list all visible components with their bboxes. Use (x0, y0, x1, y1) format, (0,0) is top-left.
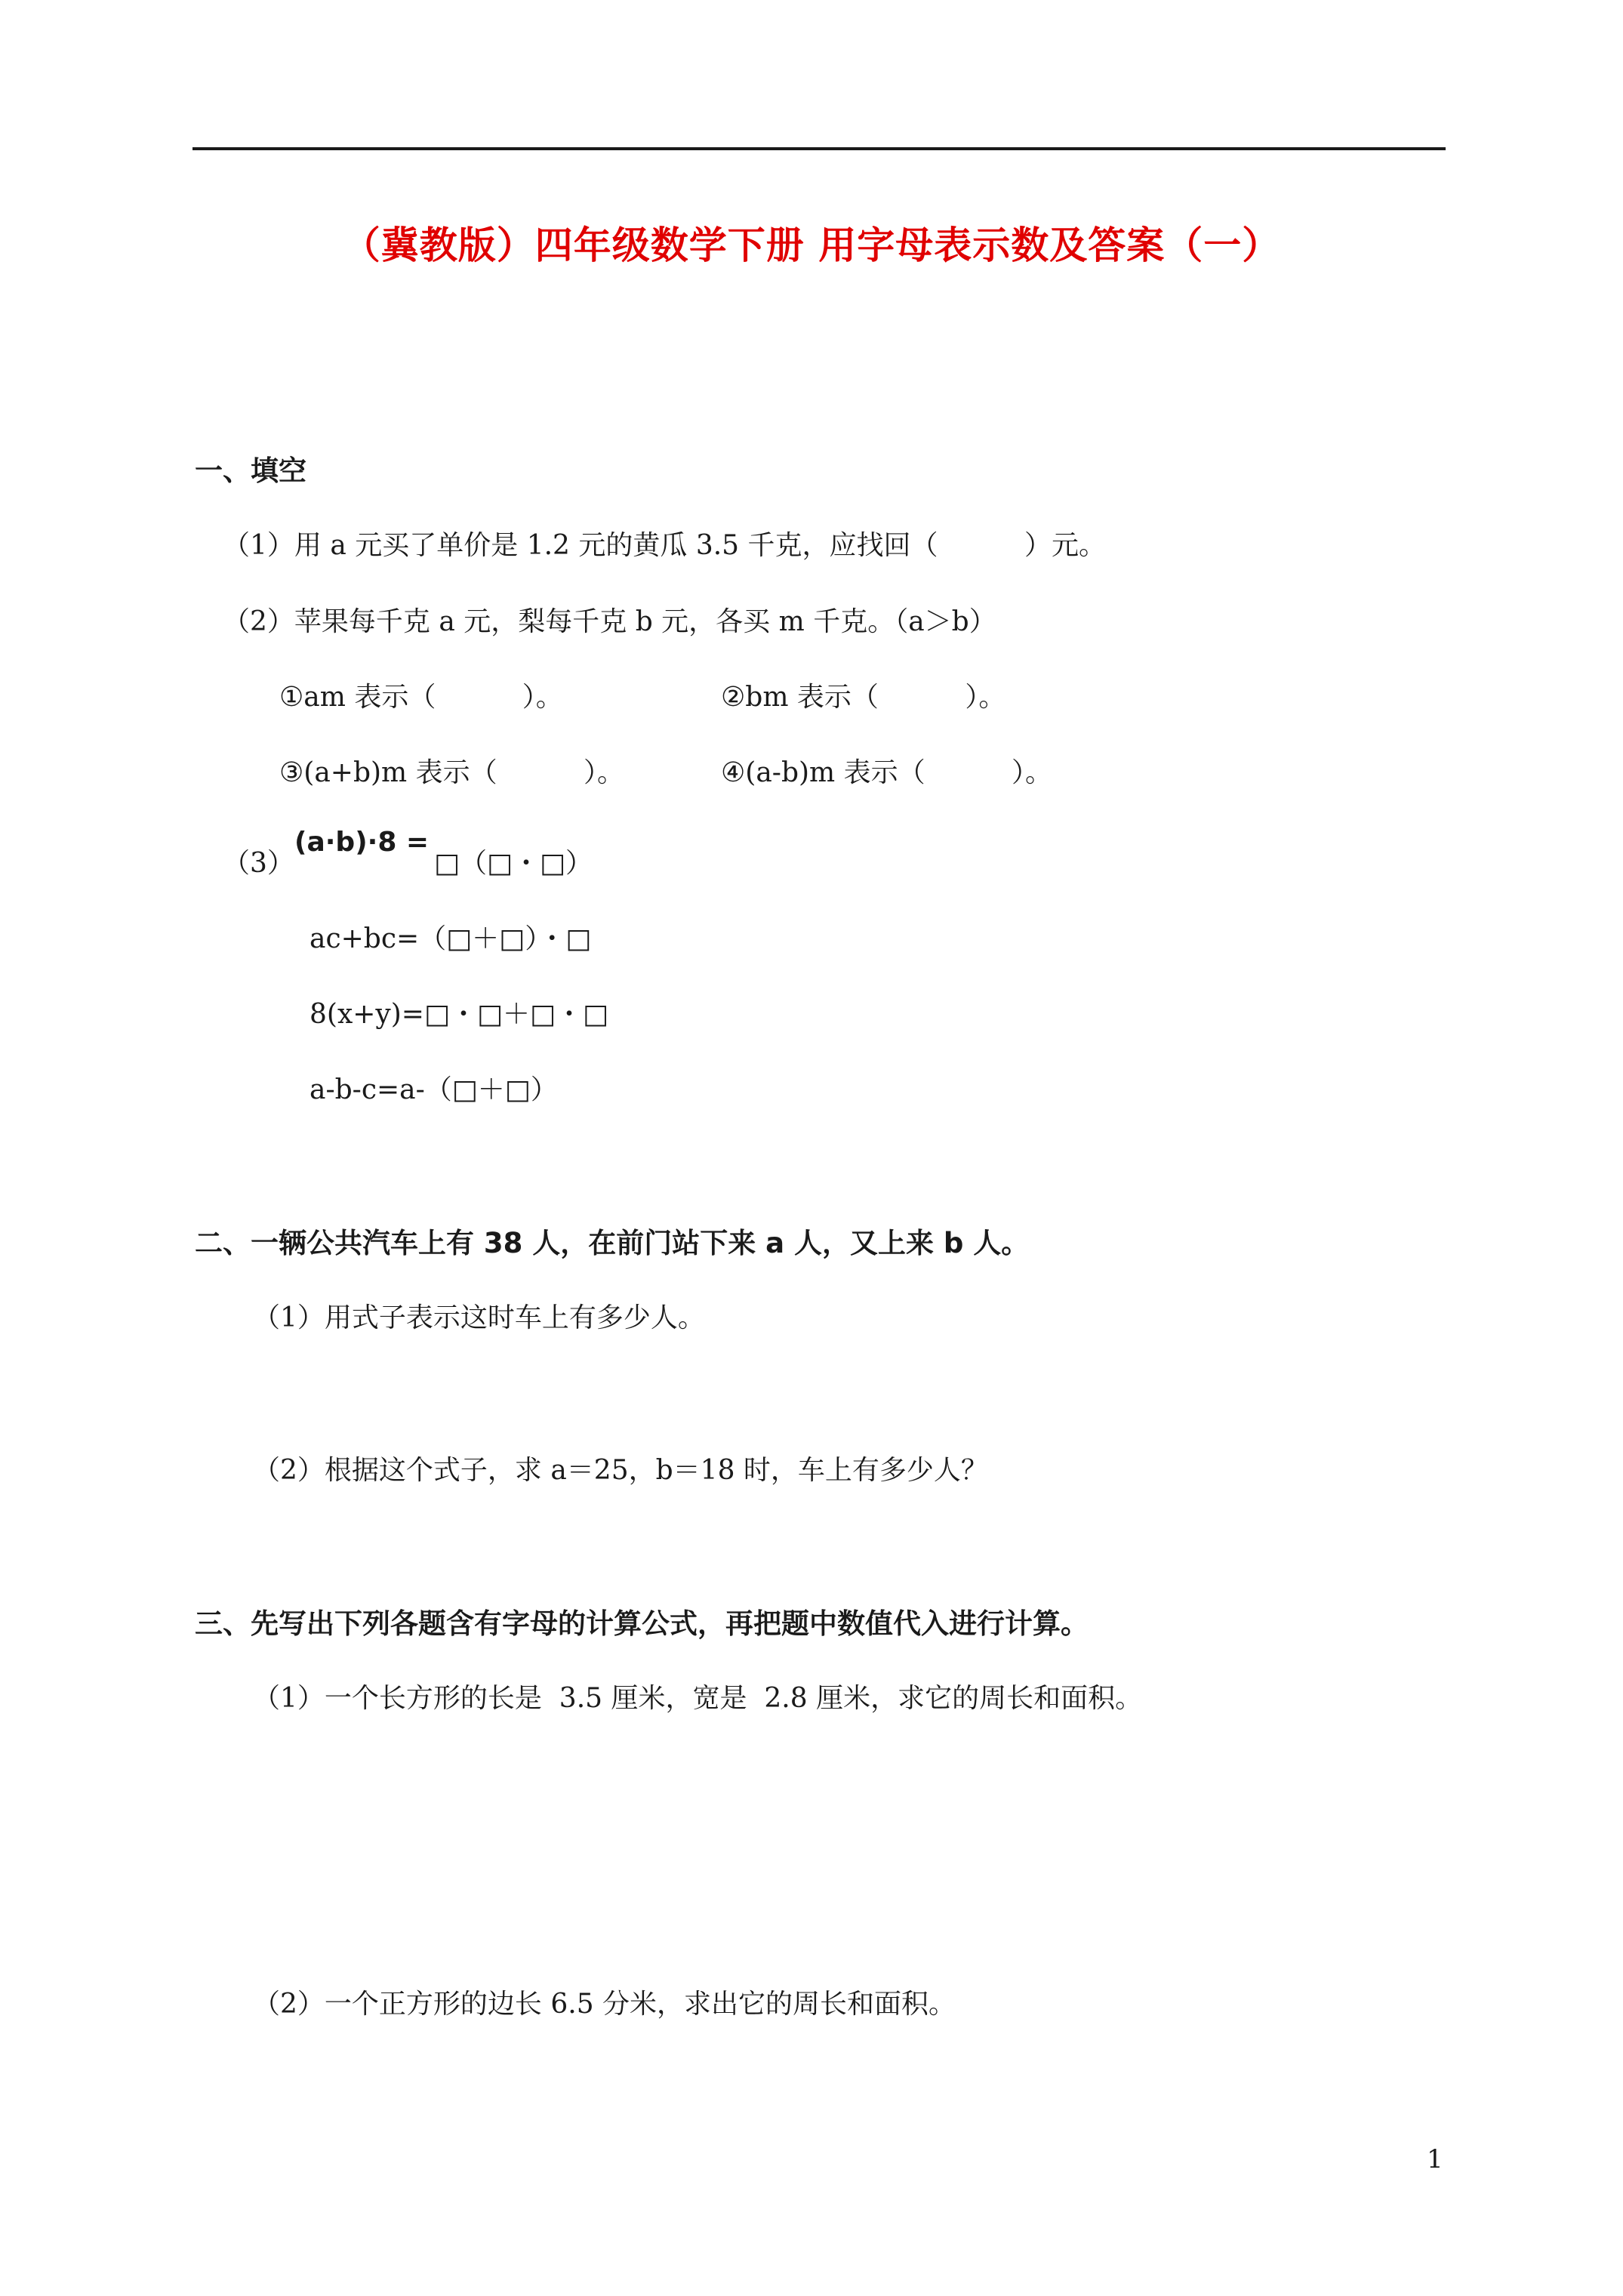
question-3-1: （1）一个长方形的长是 3.5 厘米，宽是 2.8 厘米，求它的周长和面积。 (253, 1683, 1143, 1714)
question-1-1: （1）用 a 元买了单价是 1.2 元的黄瓜 3.5 千克，应找回（ ）元。 (223, 530, 1106, 561)
formula-image: (a·b)·8 = (294, 827, 430, 858)
page-title: （冀教版）四年级数学下册 用字母表示数及答案（一） (342, 223, 1281, 267)
question-2-1: （1）用式子表示这时车上有多少人。 (253, 1302, 705, 1333)
question-1-3-a: □（□・□） (434, 848, 593, 879)
question-1-2-a: ①am 表示（ ）。 (279, 682, 563, 713)
header-rule (192, 147, 1446, 150)
question-1-2: （2）苹果每千克 a 元，梨每千克 b 元，各买 m 千克。（a＞b） (223, 606, 996, 637)
question-3-2: （2）一个正方形的边长 6.5 分米，求出它的周长和面积。 (253, 1989, 956, 2020)
question-1-2-d: ④(a-b)m 表示（ ）。 (721, 757, 1053, 788)
question-1-3-d: a-b-c=a-（□＋□） (310, 1074, 558, 1105)
section-1-heading: 一、填空 (195, 455, 306, 487)
question-1-2-c: ③(a+b)m 表示（ ）。 (279, 757, 625, 788)
question-1-2-b: ②bm 表示（ ）。 (721, 682, 1006, 713)
section-2-heading: 二、一辆公共汽车上有 38 人，在前门站下来 a 人，又上来 b 人。 (195, 1227, 1030, 1259)
section-3-heading: 三、先写出下列各题含有字母的计算公式，再把题中数值代入进行计算。 (195, 1607, 1089, 1640)
question-1-3-c: 8(x+y)=□・□＋□・□ (310, 999, 609, 1030)
question-2-2: （2）根据这个式子，求 a＝25，b＝18 时，车上有多少人？ (253, 1455, 988, 1486)
question-1-3-b: ac+bc=（□＋□）・□ (310, 923, 592, 954)
page-number: 1 (1427, 2144, 1443, 2174)
question-1-3-label: （3） (223, 848, 294, 879)
